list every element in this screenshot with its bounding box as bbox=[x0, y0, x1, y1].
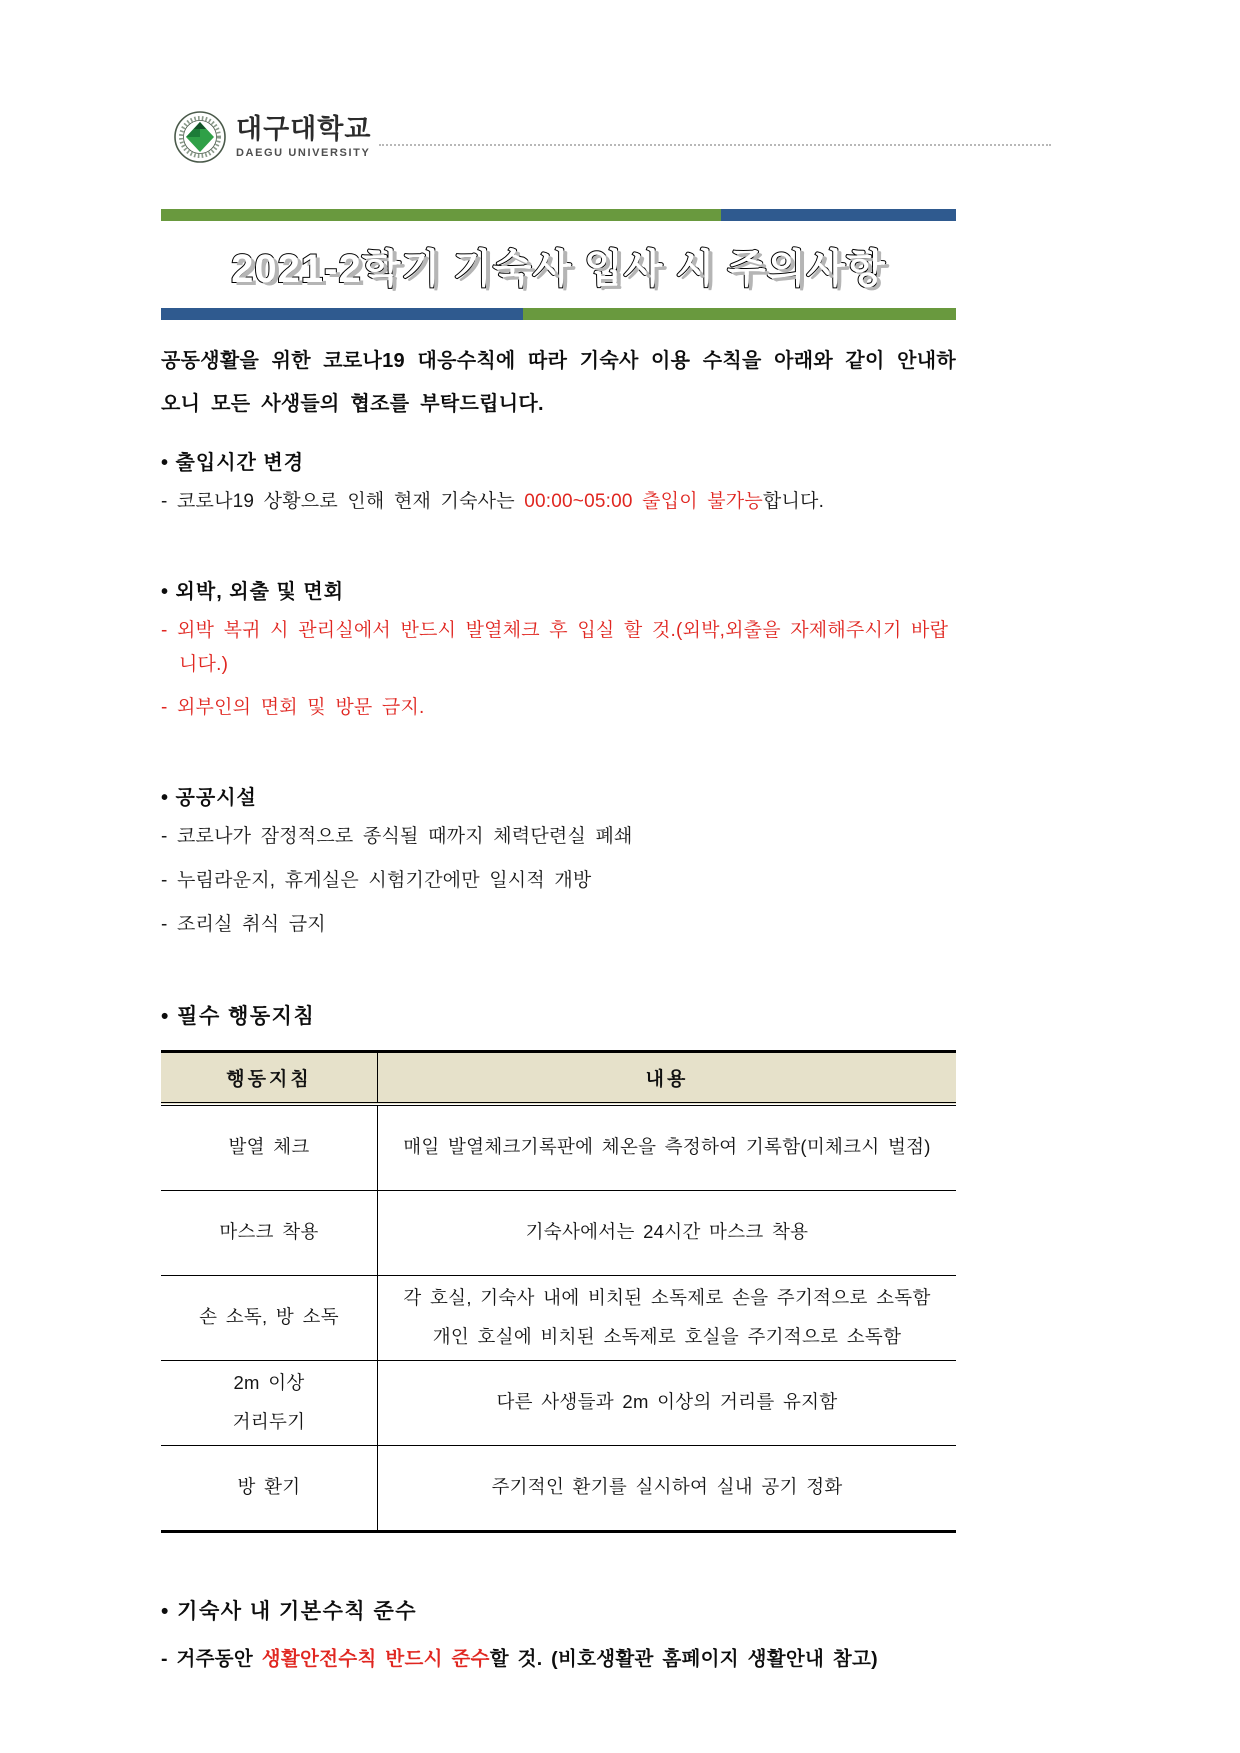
content-cell-line: 주기적인 환기를 실시하여 실내 공기 정화 bbox=[491, 1476, 843, 1498]
logo-text bbox=[236, 113, 372, 159]
logo-korean-name: 대구대학교 bbox=[236, 113, 372, 144]
content-cell bbox=[378, 1360, 957, 1445]
rule-text-segment-red: 00:00~05:00 출입이 불가능 bbox=[524, 491, 763, 512]
rule-no-kitchen-eating: - 조리실 취식 금지 bbox=[161, 913, 326, 935]
content-cell bbox=[378, 1445, 957, 1531]
university-seal-icon bbox=[173, 110, 227, 164]
footer-rule-line bbox=[161, 1643, 956, 1671]
section-entry-time bbox=[161, 446, 956, 519]
guideline-cell-line: 마스크 착용 bbox=[219, 1221, 319, 1243]
guideline-cell-line: 2m 이상 bbox=[233, 1371, 305, 1393]
bar-green-segment bbox=[161, 209, 721, 221]
content-cell bbox=[378, 1190, 957, 1275]
guideline-table bbox=[161, 1050, 956, 1533]
content-cell bbox=[378, 1275, 957, 1360]
guideline-cell-line: 거리두기 bbox=[232, 1410, 306, 1432]
table-row-mask bbox=[161, 1190, 956, 1275]
content-cell-line: 매일 발열체크기록판에 체온을 측정하여 기록함(미체크시 벌점) bbox=[403, 1136, 931, 1158]
guideline-cell-line: 발열 체크 bbox=[228, 1136, 310, 1158]
table-header-row bbox=[161, 1051, 956, 1104]
title-bar-top bbox=[161, 209, 956, 221]
document-header bbox=[173, 110, 1051, 164]
section-heading-entry-time: • 출입시간 변경 bbox=[161, 452, 305, 474]
guideline-cell bbox=[161, 1275, 378, 1360]
column-header-guideline: 행동지침 bbox=[161, 1051, 378, 1104]
table-row-distance bbox=[161, 1360, 956, 1445]
guideline-cell-line: 손 소독, 방 소독 bbox=[199, 1306, 339, 1328]
guideline-cell bbox=[161, 1445, 378, 1531]
document-body bbox=[161, 209, 956, 1671]
footer-section-heading: • 기숙사 내 기본수칙 준수 bbox=[161, 1599, 418, 1623]
guideline-cell bbox=[161, 1190, 378, 1275]
column-header-content: 내용 bbox=[378, 1051, 957, 1104]
section-heading-outing-visits: • 외박, 외출 및 면회 bbox=[161, 580, 345, 603]
rule-no-outside-visitors: - 외부인의 면회 및 방문 금지. bbox=[161, 697, 425, 719]
title-bar-bottom bbox=[161, 308, 956, 320]
guideline-cell bbox=[161, 1104, 378, 1191]
section-heading-public-facilities: • 공공시설 bbox=[161, 787, 257, 810]
bar-blue-segment bbox=[721, 209, 956, 221]
rule-return-temp-check: - 외박 복귀 시 관리실에서 반드시 발열체크 후 입실 할 것.(외박,외출을 자제해주시기 바랍니다.) bbox=[161, 619, 949, 675]
section-outing-visits bbox=[161, 575, 956, 725]
rule-lounge-limited: - 누림라운지, 휴게실은 시험기간에만 일시적 개방 bbox=[161, 870, 592, 892]
table-section-heading: • 필수 행동지침 bbox=[161, 1004, 316, 1028]
guideline-cell bbox=[161, 1360, 378, 1445]
rule-gym-closed: - 코로나가 잠정적으로 종식될 때까지 체력단련실 폐쇄 bbox=[161, 826, 633, 848]
document-title: 2021-2학기 기숙사 입사 시 주의사항 bbox=[231, 247, 886, 291]
guideline-cell-line: 방 환기 bbox=[237, 1476, 301, 1498]
content-cell-line: 각 호실, 기숙사 내에 비치된 소독제로 손을 주기적으로 소독함 bbox=[403, 1286, 931, 1308]
content-cell-line: 다른 사생들과 2m 이상의 거리를 유지함 bbox=[496, 1391, 838, 1413]
logo-english-name: DAEGU UNIVERSITY bbox=[236, 146, 371, 159]
bar-blue-segment bbox=[161, 308, 523, 320]
guideline-table-header bbox=[161, 1051, 956, 1104]
table-row-disinfect bbox=[161, 1275, 956, 1360]
header-dotted-rule bbox=[379, 144, 1051, 146]
content-cell-line: 개인 호실에 비치된 소독제로 호실을 주기적으로 소독함 bbox=[432, 1325, 902, 1347]
table-row-ventilation bbox=[161, 1445, 956, 1531]
rule-text-segment: 합니다. bbox=[762, 491, 825, 512]
footer-text-segment: - 거주동안 bbox=[161, 1647, 262, 1670]
footer-text-segment-red: 생활안전수칙 반드시 준수 bbox=[261, 1647, 490, 1670]
content-cell bbox=[378, 1104, 957, 1191]
table-row-temp-check bbox=[161, 1104, 956, 1191]
content-cell-line: 기숙사에서는 24시간 마스크 착용 bbox=[525, 1221, 809, 1243]
footer-text-segment: 할 것. (비호생활관 홈페이지 생활안내 참고) bbox=[489, 1647, 878, 1670]
intro-paragraph: 공동생활을 위한 코로나19 대응수칙에 따라 기숙사 이용 수칙을 아래와 같이 안내하오니 모든 사생들의 협조를 부탁드립니다. bbox=[161, 350, 956, 415]
bar-green-segment bbox=[523, 308, 956, 320]
rule-text-segment: - 코로나19 상황으로 인해 현재 기숙사는 bbox=[161, 491, 525, 512]
rule-entry-time bbox=[161, 485, 956, 519]
university-logo bbox=[173, 110, 371, 164]
section-public-facilities bbox=[161, 781, 956, 941]
